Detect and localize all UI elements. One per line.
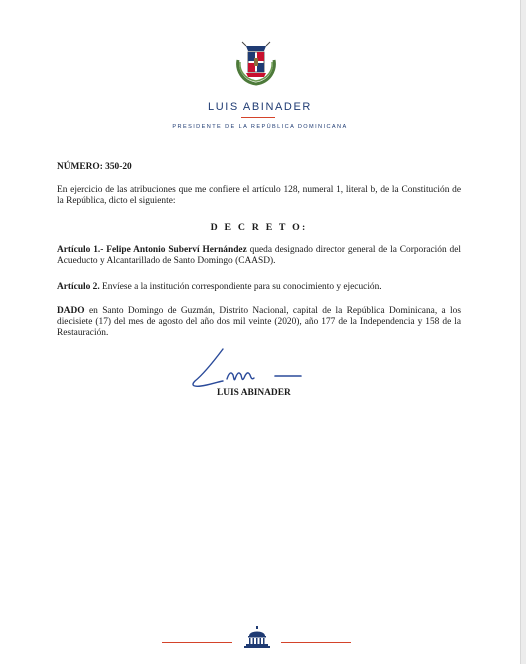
page-edge xyxy=(520,0,526,664)
header-name: LUIS ABINADER xyxy=(208,101,312,113)
signer-name: LUIS ABINADER xyxy=(217,388,291,398)
header-divider xyxy=(241,117,275,118)
article-1 xyxy=(57,245,461,267)
dado-paragraph xyxy=(57,306,461,340)
header-subtitle: PRESIDENTE DE LA REPÚBLICA DOMINICANA xyxy=(172,124,348,130)
footer-divider-right xyxy=(281,642,351,643)
article-2-label: Artículo 2. xyxy=(57,282,100,292)
intro-paragraph: En ejercicio de las atribuciones que me confiere el artículo 128, numeral 1, literal b, de la Constitución de la República, dicto el siguiente: xyxy=(57,185,461,207)
article-2 xyxy=(57,282,461,293)
dado-label: DADO xyxy=(57,306,85,316)
decree-number: NÚMERO: 350-20 xyxy=(57,162,132,172)
footer-divider-left xyxy=(162,642,232,643)
coat-of-arms-icon xyxy=(232,40,280,88)
article-1-text: queda designado director general de la Corporación del Acueducto y Alcantarillado de Santo Domingo (CAASD). xyxy=(57,245,461,267)
palace-dome-icon xyxy=(243,626,271,648)
dado-text: en Santo Domingo de Guzmán, Distrito Nacional, capital de la República Dominicana, a los diecisiete (17) del mes de agosto del año dos mil veinte (2020), año 177 de la Independencia y 158 de la Restauración. xyxy=(57,306,461,339)
article-1-label: Artículo 1.- Felipe Antonio Suberví Hernández xyxy=(57,245,247,255)
article-2-text: Envíese a la institución correspondiente para su conocimiento y ejecución. xyxy=(99,282,382,292)
decree-title: D E C R E T O: xyxy=(210,222,308,233)
